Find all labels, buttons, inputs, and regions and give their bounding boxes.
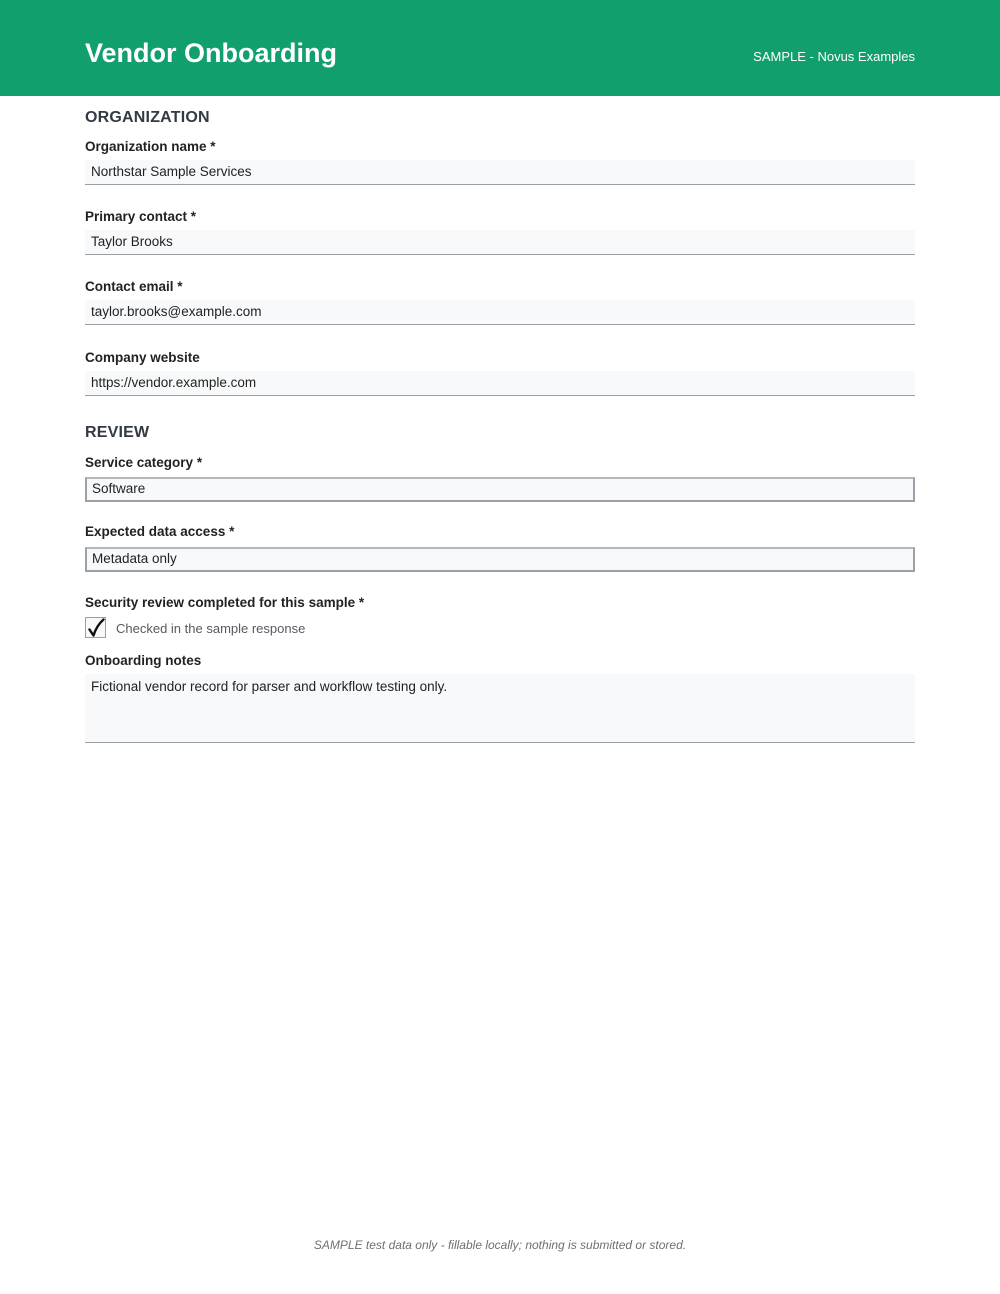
header-subtitle: SAMPLE - Novus Examples <box>753 49 915 64</box>
checkmark-icon <box>87 618 106 638</box>
security-review-label: Security review completed for this sample * <box>85 595 365 610</box>
expected-data-access-select[interactable]: Metadata only <box>85 547 915 572</box>
security-review-checkbox-label: Checked in the sample response <box>116 621 306 636</box>
section-heading-organization: ORGANIZATION <box>85 109 210 126</box>
header-bar <box>0 0 1000 96</box>
expected-data-access-label: Expected data access * <box>85 524 235 539</box>
contact-email-input[interactable]: taylor.brooks@example.com <box>85 300 915 325</box>
section-heading-review: REVIEW <box>85 424 150 441</box>
company-website-label: Company website <box>85 350 200 365</box>
contact-email-label: Contact email * <box>85 279 183 294</box>
service-category-select[interactable]: Software <box>85 477 915 502</box>
onboarding-notes-label: Onboarding notes <box>85 653 202 668</box>
security-review-checkbox[interactable] <box>85 617 106 638</box>
service-category-label: Service category * <box>85 455 203 470</box>
footer-note: SAMPLE test data only - fillable locally; nothing is submitted or stored. <box>313 1238 687 1252</box>
organization-name-label: Organization name * <box>85 139 216 154</box>
page-title: Vendor Onboarding <box>85 38 338 68</box>
primary-contact-label: Primary contact * <box>85 209 197 224</box>
company-website-input[interactable]: https://vendor.example.com <box>85 371 915 396</box>
onboarding-notes-textarea[interactable]: Fictional vendor record for parser and workflow testing only. <box>85 674 915 743</box>
primary-contact-input[interactable]: Taylor Brooks <box>85 230 915 255</box>
organization-name-input[interactable]: Northstar Sample Services <box>85 160 915 185</box>
